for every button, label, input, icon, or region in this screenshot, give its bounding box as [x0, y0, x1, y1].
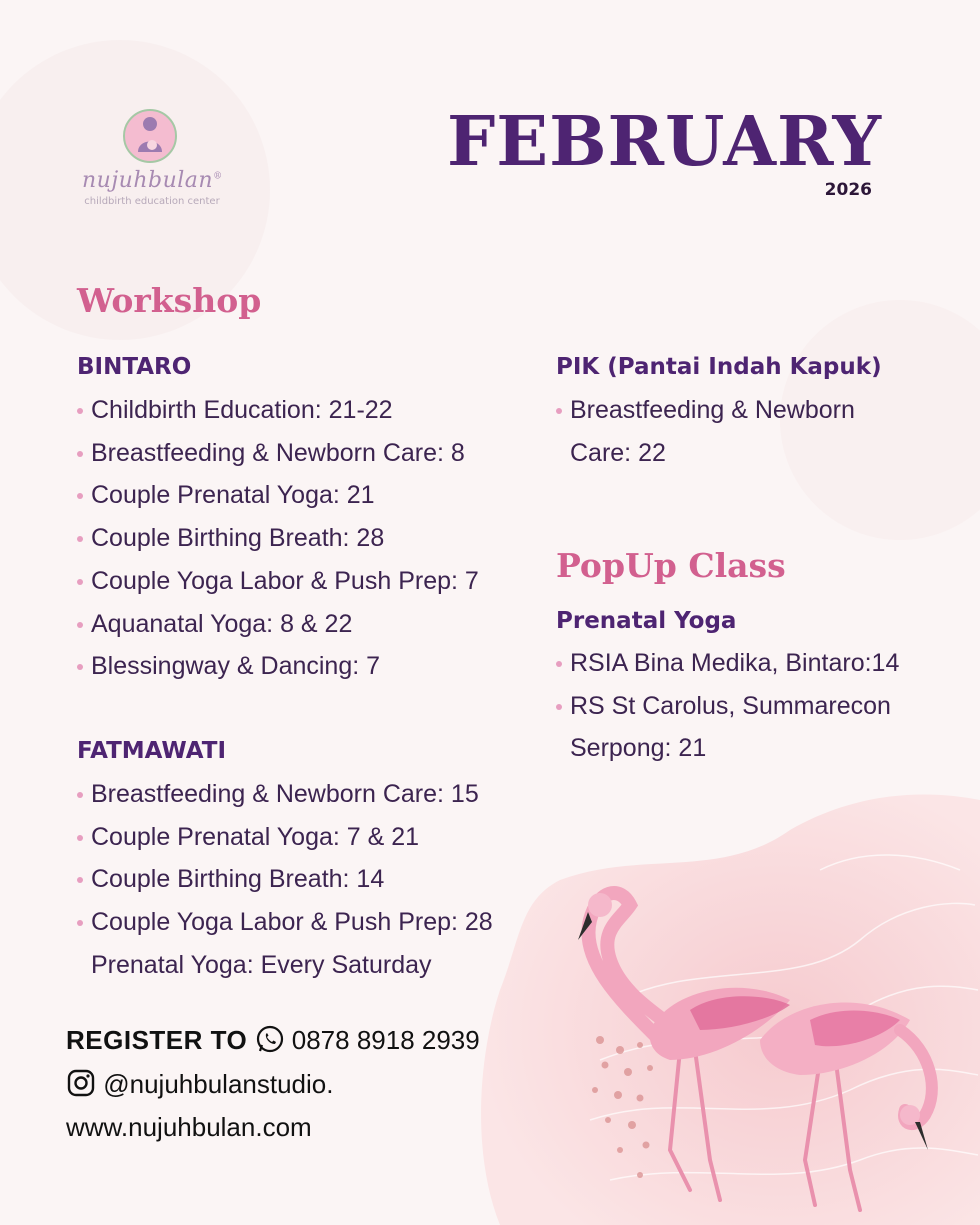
pik-title: PIK (Pantai Indah Kapuk): [556, 354, 882, 380]
flamingo-illustration: [560, 860, 960, 1220]
workshop-title: Workshop: [77, 281, 262, 320]
month-title: FEBRUARY: [446, 102, 882, 182]
phone-number[interactable]: 0878 8918 2939: [291, 1025, 480, 1055]
year-label: 2026: [824, 180, 872, 200]
fatmawati-list: [77, 773, 493, 987]
instagram-line: [66, 1068, 333, 1100]
instagram-handle[interactable]: @nujuhbulanstudio.: [103, 1069, 334, 1099]
website-link[interactable]: www.nujuhbulan.com: [66, 1112, 312, 1142]
mother-baby-logo-icon: [122, 108, 178, 164]
list-item: Blessingway & Dancing: 7: [77, 645, 479, 688]
list-item: Aquanatal Yoga: 8 & 22: [77, 603, 479, 646]
list-item: Care: 22: [570, 438, 666, 467]
list-item: RSIA Bina Medika, Bintaro:14: [556, 642, 899, 685]
brand-tagline: childbirth education center: [84, 196, 220, 207]
list-item: Breastfeeding & Newborn: [556, 389, 855, 432]
popup-list: [556, 642, 899, 770]
list-item: Couple Prenatal Yoga: 7 & 21: [77, 816, 493, 859]
instagram-icon: [66, 1068, 96, 1098]
list-item: Childbirth Education: 21-22: [77, 389, 479, 432]
popup-class-title: PopUp Class: [556, 546, 786, 585]
fatmawati-title: FATMAWATI: [77, 738, 227, 764]
list-item: Breastfeeding & Newborn Care: 8: [77, 432, 479, 475]
list-item: Couple Yoga Labor & Push Prep: 7: [77, 560, 479, 603]
list-item: Serpong: 21: [570, 734, 707, 763]
list-item: Breastfeeding & Newborn Care: 15: [77, 773, 493, 816]
brand-name: nujuhbulan®: [82, 168, 223, 193]
list-item: Couple Prenatal Yoga: 21: [77, 474, 479, 517]
prenatal-yoga-title: Prenatal Yoga: [556, 608, 737, 634]
bintaro-title: BINTARO: [77, 354, 192, 380]
brand-logo: [82, 108, 222, 208]
register-label: REGISTER TO: [66, 1025, 248, 1055]
list-item: Couple Birthing Breath: 14: [77, 858, 493, 901]
pik-list: [556, 389, 855, 474]
whatsapp-icon: [255, 1024, 285, 1054]
list-item: RS St Carolus, Summarecon: [556, 685, 899, 728]
bintaro-list: [77, 389, 479, 688]
list-item: Couple Yoga Labor & Push Prep: 28: [77, 901, 493, 944]
list-item: Couple Birthing Breath: 28: [77, 517, 479, 560]
register-line: [66, 1024, 480, 1055]
list-item: Prenatal Yoga: Every Saturday: [91, 950, 432, 979]
